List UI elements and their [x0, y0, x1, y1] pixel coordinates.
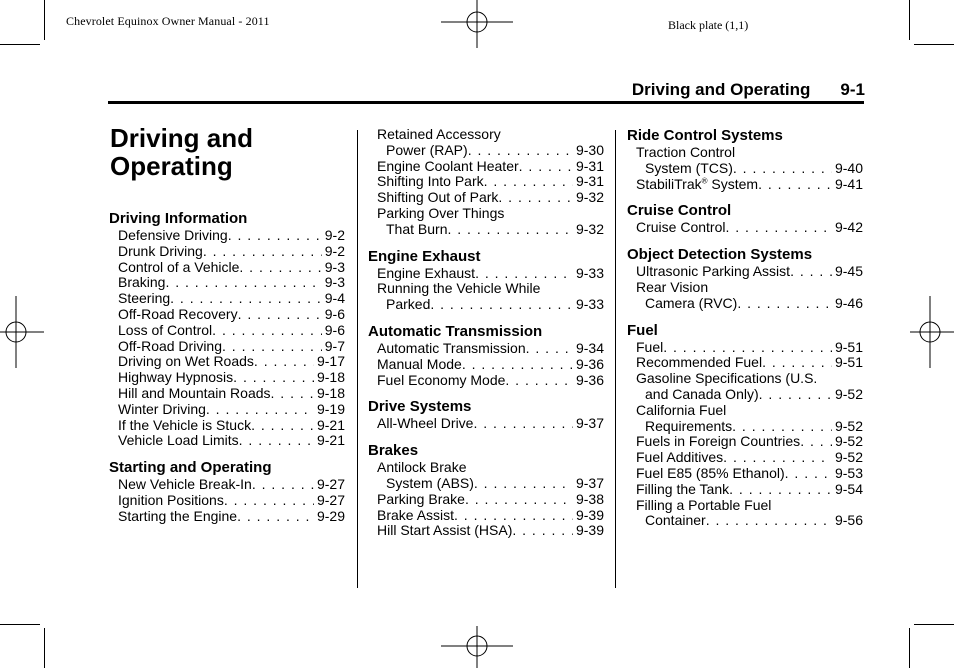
- toc-entry[interactable]: [627, 419, 863, 435]
- toc-entry[interactable]: [627, 498, 863, 514]
- dot-leader: [466, 460, 604, 476]
- toc-entry-title: Fuels in Foreign Countries: [636, 433, 801, 450]
- toc-entry-page: 9-2: [324, 227, 345, 243]
- toc-entry-page: 9-52: [834, 433, 863, 450]
- crop-mark: [914, 44, 954, 45]
- dot-leader: [512, 523, 573, 539]
- toc-entry-page: 9-6: [324, 305, 345, 322]
- dot-leader: [526, 341, 573, 357]
- toc-entry-title: Requirements: [645, 417, 733, 434]
- toc-entry[interactable]: [627, 355, 863, 371]
- dot-leader: [519, 159, 573, 175]
- header-rule: [108, 101, 864, 104]
- toc-entry-page: 9-46: [834, 294, 863, 311]
- dot-leader: [484, 174, 573, 190]
- dot-leader: [790, 264, 832, 280]
- toc-entry-page: 9-42: [834, 219, 863, 236]
- toc-entry-title: Cruise Control: [636, 219, 726, 236]
- toc-entry-title: Hill and Mountain Roads: [118, 384, 271, 401]
- dot-leader: [729, 482, 832, 498]
- dot-leader: [540, 281, 604, 297]
- toc-entry-page: 9-34: [575, 339, 604, 356]
- dot-leader: [771, 498, 863, 514]
- toc-entry[interactable]: [109, 370, 345, 386]
- dot-leader: [817, 371, 863, 387]
- toc-entry[interactable]: [368, 174, 604, 190]
- dot-leader: [708, 280, 863, 296]
- toc-entry[interactable]: [368, 476, 604, 492]
- toc-entry-title: Traction Control: [636, 144, 736, 160]
- toc-entry[interactable]: [627, 371, 863, 387]
- toc-entry-page: 9-2: [324, 242, 345, 259]
- dot-leader: [726, 403, 863, 419]
- toc-entry-page: 9-18: [316, 369, 345, 386]
- toc-entry-title: Fuel: [636, 338, 664, 355]
- toc-entry-title: Rear Vision: [636, 278, 709, 295]
- toc-entry-title: System (TCS): [645, 159, 733, 176]
- column-divider: [615, 130, 616, 588]
- toc-entry[interactable]: [368, 492, 604, 508]
- toc-entry-title: Retained Accessory: [377, 126, 501, 142]
- crop-mark: [0, 44, 40, 45]
- toc-column-3: [627, 127, 863, 529]
- toc-entry[interactable]: [368, 127, 604, 143]
- toc-entry-page: 9-6: [324, 321, 345, 338]
- toc-entry-title: Filling the Tank: [636, 480, 730, 497]
- dot-leader: [498, 190, 573, 206]
- toc-entry[interactable]: [368, 508, 604, 524]
- section-gap: [368, 388, 604, 398]
- toc-entry-page: 9-19: [316, 400, 345, 417]
- toc-entry-page: 9-32: [575, 189, 604, 206]
- toc-entry-title: Highway Hypnosis: [118, 369, 234, 386]
- dot-leader: [501, 127, 604, 143]
- dot-leader: [663, 340, 832, 356]
- toc-entry-page: 9-36: [575, 371, 604, 388]
- dot-leader: [733, 161, 832, 177]
- toc-entry[interactable]: [368, 206, 604, 222]
- dot-leader: [758, 177, 832, 193]
- dot-leader: [430, 297, 573, 313]
- toc-entry-page: 9-31: [575, 157, 604, 174]
- dot-leader: [759, 387, 832, 403]
- toc-entry-page: 9-33: [575, 296, 604, 313]
- toc-entry-page: 9-54: [834, 480, 863, 497]
- toc-entry-page: 9-52: [834, 385, 863, 402]
- toc-entry-page: 9-45: [834, 263, 863, 280]
- dot-leader: [212, 323, 322, 339]
- toc-entry[interactable]: [627, 340, 863, 356]
- dot-leader: [447, 222, 572, 238]
- toc-entry-page: 9-21: [316, 416, 345, 433]
- toc-entry[interactable]: [368, 373, 604, 389]
- toc-entry-page: 9-51: [834, 354, 863, 371]
- toc-entry[interactable]: [109, 339, 345, 355]
- toc-entry-page: 9-21: [316, 432, 345, 449]
- toc-entry-title: Camera (RVC): [645, 294, 738, 311]
- toc-entry-title: Manual Mode: [377, 355, 462, 372]
- toc-entry-title: Fuel Additives: [636, 449, 724, 466]
- toc-entry-title: Automatic Transmission: [377, 339, 526, 356]
- toc-entry-title: System (ABS): [386, 474, 474, 491]
- dot-leader: [706, 513, 832, 529]
- toc-entry[interactable]: [368, 143, 604, 159]
- dot-leader: [233, 370, 314, 386]
- slug-left: Chevrolet Equinox Owner Manual - 2011: [66, 14, 270, 28]
- section-gap: [368, 313, 604, 323]
- toc-entry-title: New Vehicle Break-In: [118, 476, 252, 493]
- toc-entry-page: 9-52: [834, 449, 863, 466]
- dot-leader: [475, 266, 573, 282]
- dot-leader: [465, 492, 573, 508]
- section-title: Cruise Control: [627, 202, 732, 220]
- dot-leader: [222, 339, 322, 355]
- toc-entry-page: 9-41: [834, 175, 863, 192]
- toc-entry[interactable]: [627, 177, 863, 193]
- section-title: Driving Information: [109, 210, 248, 227]
- dot-leader: [254, 354, 314, 370]
- toc-entry-title: Drunk Driving: [118, 242, 203, 259]
- toc-entry-title: Shifting Out of Park: [377, 189, 499, 206]
- toc-entry[interactable]: [368, 341, 604, 357]
- toc-entry-title: Loss of Control: [118, 321, 213, 338]
- section-title: Automatic Transmission: [368, 322, 543, 340]
- toc-entry-title: Container: [645, 512, 706, 529]
- toc-entry[interactable]: [109, 386, 345, 402]
- dot-leader: [239, 433, 314, 449]
- toc-entry-page: 9-32: [575, 220, 604, 237]
- toc-column-1: [109, 210, 345, 525]
- dot-leader: [473, 416, 573, 432]
- toc-entry-title: StabiliTrak® System: [636, 175, 759, 192]
- toc-entry[interactable]: [627, 434, 863, 450]
- dot-leader: [732, 419, 832, 435]
- toc-entry-page: 9-52: [834, 417, 863, 434]
- registration-mark-icon: [910, 296, 954, 368]
- section-gap: [368, 432, 604, 442]
- toc-entry-title: California Fuel: [636, 401, 727, 418]
- toc-entry-title: Off-Road Recovery: [118, 305, 238, 322]
- toc-entry-title: Starting the Engine: [118, 507, 238, 524]
- toc-entry-title: and Canada Only): [645, 385, 759, 402]
- toc-entry[interactable]: [627, 161, 863, 177]
- toc-entry-title: Gasoline Specifications (U.S.: [636, 370, 818, 387]
- toc-entry-title: Steering: [118, 290, 171, 307]
- toc-entry[interactable]: [109, 244, 345, 260]
- toc-entry[interactable]: [368, 523, 604, 539]
- toc-entry[interactable]: [109, 291, 345, 307]
- registration-mark-icon: [441, 0, 513, 48]
- toc-entry-title: Brake Assist: [377, 506, 455, 523]
- toc-entry[interactable]: [109, 477, 345, 493]
- dot-leader: [505, 373, 573, 389]
- toc-entry-title: Ultrasonic Parking Assist: [636, 263, 791, 280]
- running-head: [632, 80, 865, 100]
- running-head-page: 9-1: [840, 80, 865, 99]
- toc-entry-title: Defensive Driving: [118, 227, 228, 243]
- dot-leader: [725, 220, 831, 236]
- toc-entry-title: Winter Driving: [118, 400, 206, 417]
- toc-entry[interactable]: [368, 266, 604, 282]
- registration-mark-icon: [441, 626, 513, 668]
- section-title: Drive Systems: [368, 398, 472, 416]
- toc-entry[interactable]: [109, 275, 345, 291]
- dot-leader: [474, 476, 573, 492]
- toc-entry[interactable]: [627, 387, 863, 403]
- dot-leader: [238, 307, 322, 323]
- section-gap: [627, 192, 863, 202]
- dot-leader: [239, 260, 321, 276]
- toc-entry-title: Running the Vehicle While: [377, 280, 541, 297]
- toc-entry[interactable]: [368, 222, 604, 238]
- crop-mark: [44, 628, 45, 668]
- section-title: Starting and Operating: [109, 459, 272, 477]
- toc-entry-page: 9-56: [834, 512, 863, 529]
- dot-leader: [251, 418, 314, 434]
- toc-entry[interactable]: [368, 281, 604, 297]
- crop-mark: [909, 0, 910, 40]
- toc-entry-title: Hill Start Assist (HSA): [377, 522, 513, 539]
- toc-entry-page: 9-27: [316, 491, 345, 508]
- section-title: Ride Control Systems: [627, 127, 783, 144]
- section-title: Brakes: [368, 442, 419, 460]
- section-title: Object Detection Systems: [627, 246, 813, 264]
- dot-leader: [237, 509, 314, 525]
- toc-entry-title: Driving on Wet Roads: [118, 353, 254, 370]
- toc-entry-title: Parking Over Things: [377, 204, 505, 221]
- dot-leader: [462, 357, 573, 373]
- toc-entry[interactable]: [627, 513, 863, 529]
- toc-entry-page: 9-33: [575, 264, 604, 281]
- toc-entry-title: Parked: [386, 296, 431, 313]
- toc-entry[interactable]: [368, 159, 604, 175]
- dot-leader: [735, 145, 863, 161]
- toc-entry-page: 9-18: [316, 384, 345, 401]
- dot-leader: [170, 291, 322, 307]
- crop-mark: [44, 0, 45, 40]
- toc-entry-page: 9-36: [575, 355, 604, 372]
- toc-entry-page: 9-53: [834, 464, 863, 481]
- toc-entry[interactable]: [109, 323, 345, 339]
- toc-entry[interactable]: [109, 402, 345, 418]
- toc-entry-title: Braking: [118, 274, 166, 291]
- section-gap: [368, 238, 604, 248]
- toc-entry-title: Fuel E85 (85% Ethanol): [636, 464, 785, 481]
- section-title: Fuel: [627, 321, 658, 339]
- toc-entry[interactable]: [109, 354, 345, 370]
- crop-mark: [909, 628, 910, 668]
- dot-leader: [454, 508, 573, 524]
- toc-entry-title: Off-Road Driving: [118, 337, 223, 354]
- toc-entry[interactable]: [109, 509, 345, 525]
- toc-entry-title: Shifting Into Park: [377, 173, 484, 190]
- toc-entry-page: 9-4: [324, 290, 345, 307]
- toc-entry[interactable]: [109, 418, 345, 434]
- toc-entry[interactable]: [109, 260, 345, 276]
- dot-leader: [228, 228, 322, 244]
- toc-entry[interactable]: [368, 357, 604, 373]
- toc-entry-page: 9-29: [316, 507, 345, 524]
- registration-mark-icon: [0, 296, 44, 368]
- toc-entry-title: If the Vehicle is Stuck: [118, 416, 252, 433]
- dot-leader: [723, 450, 832, 466]
- dot-leader: [224, 493, 314, 509]
- toc-entry[interactable]: [627, 220, 863, 236]
- toc-entry[interactable]: [627, 145, 863, 161]
- toc-entry-page: 9-3: [324, 274, 345, 291]
- toc-entry-page: 9-51: [834, 338, 863, 355]
- section-title: Engine Exhaust: [368, 247, 481, 265]
- toc-entry-title: Antilock Brake: [377, 459, 467, 476]
- toc-entry-title: Control of a Vehicle: [118, 258, 240, 275]
- dot-leader: [206, 402, 314, 418]
- toc-entry[interactable]: [627, 450, 863, 466]
- slug-right: Black plate (1,1): [668, 18, 749, 32]
- toc-entry-title: Vehicle Load Limits: [118, 432, 239, 449]
- dot-leader: [800, 434, 832, 450]
- dot-leader: [165, 275, 321, 291]
- toc-entry[interactable]: [368, 190, 604, 206]
- dot-leader: [762, 355, 832, 371]
- dot-leader: [203, 244, 322, 260]
- dot-leader: [271, 386, 314, 402]
- toc-entry-page: 9-40: [834, 159, 863, 176]
- running-head-title: Driving and Operating: [631, 80, 811, 99]
- toc-entry[interactable]: [627, 296, 863, 312]
- toc-entry-title: Filling a Portable Fuel: [636, 496, 772, 513]
- section-gap: [627, 236, 863, 246]
- section-gap: [109, 449, 345, 459]
- toc-entry[interactable]: [368, 416, 604, 432]
- toc-entry[interactable]: [627, 280, 863, 296]
- toc-entry-page: 9-39: [575, 522, 604, 539]
- crop-mark: [0, 624, 40, 625]
- column-divider: [357, 130, 358, 588]
- toc-entry-page: 9-27: [316, 476, 345, 493]
- toc-entry-title: Power (RAP): [386, 141, 468, 158]
- toc-entry[interactable]: [109, 307, 345, 323]
- dot-leader: [785, 466, 832, 482]
- toc-entry-page: 9-39: [575, 506, 604, 523]
- dot-leader: [737, 296, 832, 312]
- toc-entry-page: 9-30: [575, 141, 604, 158]
- dot-leader: [252, 477, 314, 493]
- toc-entry-title: All-Wheel Drive: [377, 415, 474, 432]
- toc-entry-title: Engine Coolant Heater: [377, 157, 519, 174]
- toc-entry[interactable]: [368, 297, 604, 313]
- toc-entry[interactable]: [627, 482, 863, 498]
- crop-mark: [914, 624, 954, 625]
- toc-entry[interactable]: [627, 466, 863, 482]
- toc-entry-title: That Burn: [386, 220, 448, 237]
- toc-entry[interactable]: [368, 460, 604, 476]
- toc-entry[interactable]: [109, 228, 345, 244]
- toc-entry-page: 9-37: [575, 474, 604, 491]
- toc-entry-title: Fuel Economy Mode: [377, 371, 506, 388]
- toc-entry-title: Ignition Positions: [118, 491, 224, 508]
- toc-entry-title: Parking Brake: [377, 490, 465, 507]
- toc-entry[interactable]: [627, 403, 863, 419]
- dot-leader: [504, 206, 604, 222]
- chapter-title: Driving and Operating: [110, 123, 254, 181]
- toc-entry-page: 9-7: [324, 337, 345, 354]
- dot-leader: [468, 143, 573, 159]
- toc-entry[interactable]: [627, 264, 863, 280]
- toc-entry-title: Recommended Fuel: [636, 354, 763, 371]
- toc-entry-page: 9-31: [575, 173, 604, 190]
- toc-entry[interactable]: [109, 493, 345, 509]
- toc-column-2: [368, 127, 604, 539]
- toc-entry-title: Engine Exhaust: [377, 264, 476, 281]
- toc-entry-page: 9-17: [316, 353, 345, 370]
- toc-entry-page: 9-37: [575, 415, 604, 432]
- section-gap: [627, 312, 863, 322]
- toc-entry[interactable]: [109, 433, 345, 449]
- toc-entry-page: 9-3: [324, 258, 345, 275]
- toc-entry-page: 9-38: [575, 490, 604, 507]
